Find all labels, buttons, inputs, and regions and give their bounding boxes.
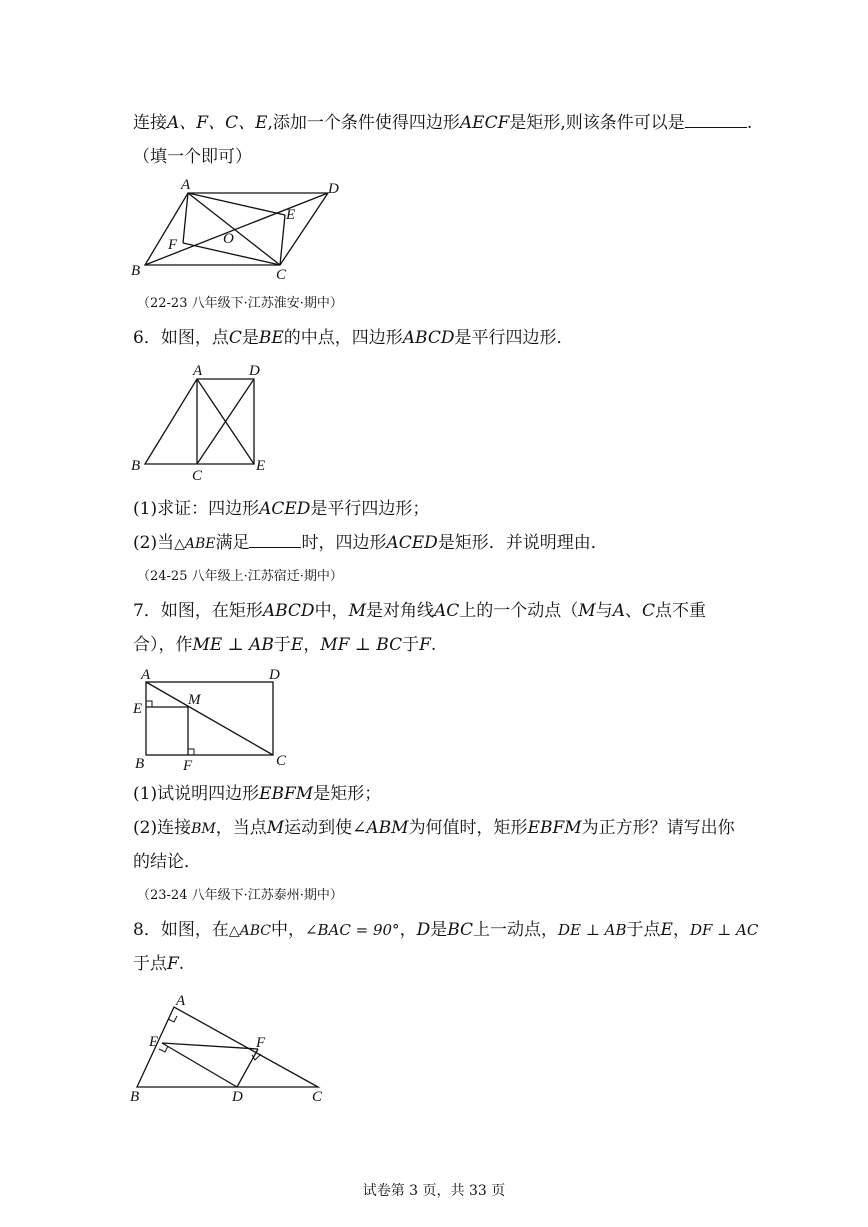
- text: ，: [672, 920, 690, 940]
- label-a: A: [181, 177, 191, 193]
- text: (2)当: [133, 533, 175, 553]
- segment-ed: [162, 1043, 237, 1087]
- problem5-line1: [133, 111, 752, 135]
- text: 与: [595, 601, 613, 621]
- text: 为正方形？请写出你: [581, 818, 735, 838]
- var: E: [290, 635, 304, 655]
- label-d: D: [249, 363, 260, 379]
- problem6-part1: [133, 497, 429, 521]
- text: ，: [399, 920, 417, 940]
- text: 上的一个动点（: [459, 601, 579, 621]
- var: F: [419, 635, 431, 655]
- var: MF ⊥ BC: [320, 635, 403, 655]
- text: 是: [241, 328, 259, 348]
- label-b: B: [130, 1089, 140, 1105]
- label-m: M: [188, 692, 201, 708]
- text: 8．如图，在: [133, 920, 229, 940]
- label-c: C: [276, 267, 287, 283]
- var: ABCD: [262, 601, 315, 621]
- label-o: O: [223, 231, 234, 247]
- problem7-part2-line2: 的结论．: [133, 852, 201, 872]
- answer-blank[interactable]: [249, 531, 301, 548]
- label-e: E: [256, 458, 266, 474]
- text: 是: [430, 920, 448, 940]
- problem6-question: [133, 326, 573, 350]
- text: 运动到使: [284, 818, 353, 838]
- text: .: [178, 954, 185, 974]
- var: BM: [191, 821, 216, 837]
- text: .: [430, 635, 437, 655]
- problem7-line1: [133, 599, 706, 623]
- text: 时，四边形: [301, 533, 387, 553]
- var: DE ⊥ AB: [558, 921, 627, 939]
- label-b: B: [135, 756, 145, 772]
- label-d: D: [232, 1089, 243, 1105]
- text: 于: [402, 635, 420, 655]
- var: ME ⊥ AB: [192, 635, 274, 655]
- label-d: D: [269, 667, 280, 683]
- var: BC: [447, 920, 474, 940]
- text: 是矩形,则该条件可以是: [509, 113, 685, 133]
- text: ,添加一个条件使得四边形: [267, 113, 460, 133]
- var: M: [348, 601, 366, 621]
- quad-name: AECF: [459, 113, 510, 133]
- problem7-figure: [125, 665, 305, 777]
- trapezoid-outline: [145, 379, 254, 464]
- text: 6．如图，点: [133, 328, 229, 348]
- var: E: [660, 920, 673, 940]
- problem6-part2: [133, 531, 608, 556]
- label-f: F: [168, 237, 178, 253]
- text: 是平行四边形．: [454, 328, 574, 348]
- text: 于: [273, 635, 291, 655]
- var: ABCD: [402, 328, 455, 348]
- var: ACED: [259, 499, 311, 519]
- text: 7．如图，在矩形: [133, 601, 263, 621]
- problem8-source: （23-24 八年级下·江苏泰州·期中）: [137, 888, 343, 903]
- var: D: [416, 920, 431, 940]
- text: ，: [303, 635, 321, 655]
- text: 中，: [314, 601, 349, 621]
- var: BE: [258, 328, 284, 348]
- text: 上一动点，: [473, 920, 559, 940]
- label-f: F: [183, 758, 193, 774]
- problem7-line2: [133, 633, 436, 657]
- label-a: A: [176, 993, 186, 1009]
- text: 中，: [270, 920, 305, 940]
- label-a: A: [193, 363, 203, 379]
- label-f: F: [256, 1035, 266, 1051]
- diagonal-ac: [146, 682, 273, 755]
- text: 是矩形．并说明理由．: [437, 533, 608, 553]
- problem8-figure: [125, 988, 335, 1108]
- right-angle-f: [188, 749, 194, 755]
- answer-blank[interactable]: [685, 111, 747, 128]
- label-e: E: [133, 701, 143, 717]
- var: C: [228, 328, 242, 348]
- problem7-source: （24-25 八年级上·江苏宿迁·期中）: [137, 569, 343, 584]
- problem6-figure: [125, 360, 275, 485]
- label-c: C: [192, 468, 203, 484]
- points-list: A、F、C、E: [167, 113, 268, 133]
- problem7-part2: [133, 816, 735, 841]
- problem7-part1: [133, 782, 381, 806]
- text: 是平行四边形；: [310, 499, 430, 519]
- text: .: [746, 113, 753, 133]
- problem5-figure: [125, 175, 355, 285]
- right-angle-f: [252, 1054, 261, 1060]
- label-c: C: [312, 1089, 323, 1105]
- problem8-line2: [133, 952, 184, 976]
- var: EBFM: [259, 784, 314, 804]
- var: F: [167, 954, 179, 974]
- text: (1)求证：四边形: [133, 499, 260, 519]
- var: △ABE: [174, 536, 216, 552]
- var: EBFM: [527, 818, 582, 838]
- text: 连接: [133, 113, 167, 133]
- text: 的中点，四边形: [283, 328, 403, 348]
- segment-df: [237, 1049, 258, 1087]
- text: 合），作: [133, 635, 193, 655]
- problem6-source: （22-23 八年级下·江苏淮安·期中）: [137, 296, 343, 311]
- text: (1)试说明四边形: [133, 784, 260, 804]
- var: ∠BAC = 90°: [304, 921, 400, 939]
- label-e: E: [286, 207, 296, 223]
- text: 是对角线: [365, 601, 434, 621]
- text: 、: [624, 601, 642, 621]
- label-d: D: [328, 181, 339, 197]
- label-e: E: [149, 1034, 159, 1050]
- label-c: C: [276, 753, 287, 769]
- text: 于点: [133, 954, 167, 974]
- page-footer: 试卷第 3 页，共 33 页: [362, 1183, 506, 1199]
- text: 于点: [626, 920, 661, 940]
- var: M: [266, 818, 285, 838]
- text: 为何值时，矩形: [408, 818, 528, 838]
- var: C: [641, 601, 655, 621]
- text: 是矩形；: [313, 784, 382, 804]
- right-angle-e: [146, 701, 152, 707]
- label-b: B: [131, 263, 141, 279]
- var: ∠ABM: [352, 818, 409, 838]
- text: 满足: [215, 533, 250, 553]
- problem8-line1: [133, 918, 758, 943]
- text: (2)连接: [133, 818, 192, 838]
- text: ，当点: [215, 818, 267, 838]
- text: 点不重: [655, 601, 706, 621]
- label-a: A: [141, 667, 151, 683]
- var: △ABC: [228, 923, 271, 939]
- label-b: B: [131, 458, 141, 474]
- right-angle-e: [159, 1046, 168, 1052]
- var: AC: [433, 601, 460, 621]
- var: DF ⊥ AC: [689, 921, 759, 939]
- problem5-line2: （填一个即可）: [133, 147, 252, 167]
- var: ACED: [386, 533, 438, 553]
- var: M: [578, 601, 596, 621]
- var: A: [612, 601, 625, 621]
